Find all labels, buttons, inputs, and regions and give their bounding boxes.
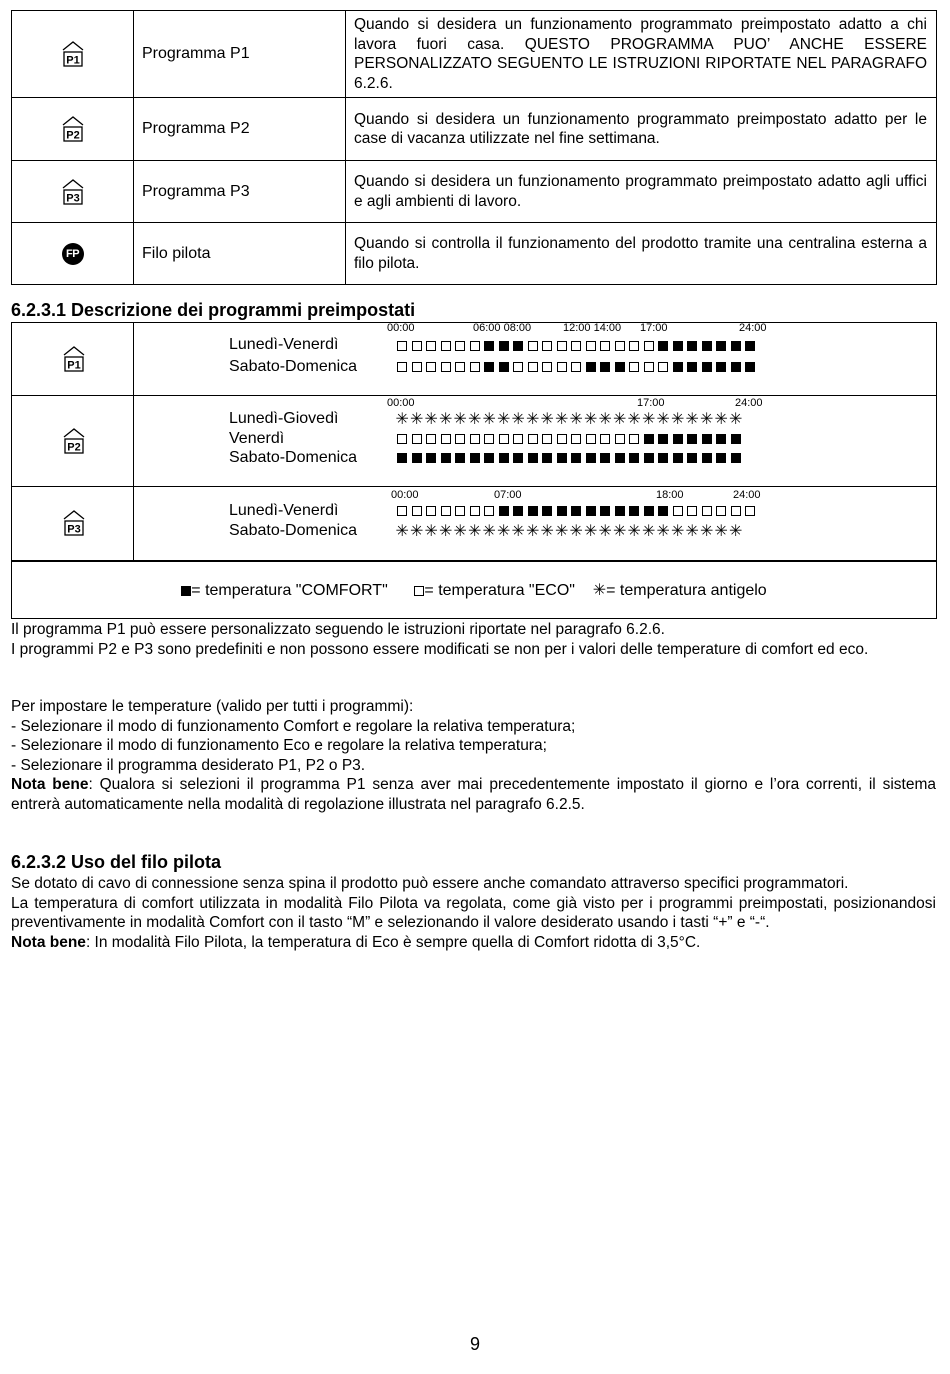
comfort-cell (671, 359, 686, 375)
comfort-cell (656, 338, 671, 354)
antifreeze-cell: ✳ (526, 409, 540, 428)
antifreeze-cell: ✳ (439, 409, 453, 428)
eco-cell (424, 503, 439, 519)
antifreeze-cell: ✳ (453, 521, 467, 540)
comfort-cell (714, 450, 729, 466)
fp-badge-icon: FP (62, 243, 84, 265)
antifreeze-cell: ✳ (453, 409, 467, 428)
p3-row-0-cells (395, 503, 758, 519)
comfort-cell (598, 503, 613, 519)
comfort-cell (685, 450, 700, 466)
comfort-cell (584, 359, 599, 375)
comfort-cell (555, 503, 570, 519)
eco-cell (468, 359, 483, 375)
antifreeze-cell: ✳ (497, 409, 511, 428)
comfort-cell (453, 450, 468, 466)
legend-comfort: = temperatura "COMFORT" (191, 582, 388, 599)
eco-cell (424, 359, 439, 375)
time-label: 00:00 (387, 397, 415, 409)
eco-cell (468, 338, 483, 354)
program-row-fp (12, 223, 937, 285)
antifreeze-cell: ✳ (511, 521, 525, 540)
comfort-cell (714, 431, 729, 447)
comfort-cell (569, 503, 584, 519)
eco-cell (714, 503, 729, 519)
note (11, 933, 936, 953)
comfort-cell (540, 450, 555, 466)
day-label: Sabato-Domenica (229, 522, 358, 539)
antifreeze-cell: ✳ (700, 409, 714, 428)
house-p2-icon (63, 427, 85, 455)
program-name: Programma P2 (134, 98, 346, 161)
house-p2-icon (62, 115, 84, 143)
section-heading-6-2-3-1: 6.2.3.1 Descrizione dei programmi preimpostati (11, 300, 416, 320)
comfort-cell (685, 431, 700, 447)
eco-cell (642, 359, 657, 375)
eco-cell (410, 431, 425, 447)
house-p2-label: P2 (65, 129, 80, 142)
antifreeze-cell: ✳ (482, 409, 496, 428)
eco-cell (540, 431, 555, 447)
eco-cell (511, 359, 526, 375)
antifreeze-cell: ✳ (627, 521, 641, 540)
antifreeze-cell: ✳ (497, 521, 511, 540)
antifreeze-cell: ✳ (613, 409, 627, 428)
antifreeze-cell: ✳ (700, 521, 714, 540)
eco-cell (569, 431, 584, 447)
program-row-p3 (12, 161, 937, 223)
antifreeze-cell: ✳ (685, 409, 699, 428)
eco-cell (656, 359, 671, 375)
comfort-cell (395, 450, 410, 466)
antifreeze-star-icon: ✳ (592, 580, 607, 599)
eco-cell (613, 431, 628, 447)
comfort-cell (642, 431, 657, 447)
comfort-cell (555, 450, 570, 466)
eco-cell (468, 431, 483, 447)
eco-cell (540, 359, 555, 375)
house-p1-label: P1 (65, 54, 80, 67)
antifreeze-cell: ✳ (627, 409, 641, 428)
text-block-2 (11, 697, 936, 814)
antifreeze-cell: ✳ (656, 521, 670, 540)
antifreeze-cell: ✳ (642, 409, 656, 428)
eco-cell (598, 338, 613, 354)
antifreeze-cell: ✳ (642, 521, 656, 540)
eco-cell (511, 431, 526, 447)
time-label: 12:00 14:00 (563, 322, 622, 334)
text-block-3 (11, 874, 936, 952)
eco-cell (453, 503, 468, 519)
eco-cell (627, 431, 642, 447)
eco-cell (410, 359, 425, 375)
comfort-cell (424, 450, 439, 466)
comfort-cell (671, 450, 686, 466)
time-label: 00:00 (391, 489, 419, 501)
paragraph: I programmi P2 e P3 sono predefiniti e non possono essere modificati se non per i valori delle temperature di comfort ed eco. (11, 640, 869, 658)
house-p3-icon (62, 178, 84, 206)
note (11, 775, 936, 814)
p1-row-0-cells (395, 338, 758, 354)
comfort-cell (714, 338, 729, 354)
antifreeze-cell: ✳ (468, 521, 482, 540)
comfort-cell (511, 503, 526, 519)
day-label: Lunedì-Venerdì (229, 336, 339, 353)
antifreeze-cell: ✳ (671, 409, 685, 428)
house-p2-label: P2 (67, 441, 81, 454)
program-description: Quando si desidera un funzionamento programmato preimpostato adatto per le case di vacanza utilizzate nel fine settimana. (346, 98, 937, 161)
comfort-cell (613, 359, 628, 375)
eco-cell (584, 431, 599, 447)
comfort-cell (613, 503, 628, 519)
note-text: : In modalità Filo Pilota, la temperatura di Eco è sempre quella di Comfort ridotta di 3,5°C. (85, 933, 701, 951)
time-label: 00:00 (387, 322, 415, 334)
comfort-cell (511, 338, 526, 354)
eco-cell (584, 338, 599, 354)
program-name: Programma P3 (134, 161, 346, 223)
antifreeze-cell: ✳ (439, 521, 453, 540)
p3-row-1-cells (395, 523, 743, 539)
eco-cell (526, 431, 541, 447)
house-p1-icon (62, 40, 84, 68)
program-name: Filo pilota (134, 223, 346, 285)
program-name: Programma P1 (134, 11, 346, 98)
comfort-cell (410, 450, 425, 466)
eco-cell (569, 359, 584, 375)
antifreeze-cell: ✳ (685, 521, 699, 540)
eco-cell (395, 503, 410, 519)
time-label: 24:00 (735, 397, 763, 409)
antifreeze-cell: ✳ (410, 521, 424, 540)
comfort-cell (497, 503, 512, 519)
schedule-legend (11, 561, 937, 619)
time-label: 17:00 (637, 397, 665, 409)
list-item: - Selezionare il programma desiderato P1, P2 o P3. (11, 756, 366, 774)
program-row-p2 (12, 98, 937, 161)
paragraph: Se dotato di cavo di connessione senza spina il prodotto può essere anche comandato attraverso specifici programmatori. (11, 875, 849, 892)
comfort-cell (598, 359, 613, 375)
eco-cell (482, 431, 497, 447)
antifreeze-cell: ✳ (526, 521, 540, 540)
comfort-square-icon (181, 586, 191, 596)
program-modes-table (11, 10, 937, 285)
comfort-cell (671, 338, 686, 354)
eco-cell (439, 359, 454, 375)
comfort-cell (497, 359, 512, 375)
antifreeze-cell: ✳ (729, 409, 743, 428)
comfort-cell (700, 338, 715, 354)
comfort-cell (743, 359, 758, 375)
comfort-cell (526, 450, 541, 466)
p2-row-0-cells (395, 411, 743, 427)
antifreeze-cell: ✳ (584, 409, 598, 428)
comfort-cell (729, 338, 744, 354)
comfort-cell (714, 359, 729, 375)
eco-cell (555, 338, 570, 354)
comfort-cell (526, 503, 541, 519)
comfort-cell (569, 450, 584, 466)
antifreeze-cell: ✳ (569, 521, 583, 540)
antifreeze-cell: ✳ (395, 521, 409, 540)
eco-cell (482, 503, 497, 519)
antifreeze-cell: ✳ (598, 521, 612, 540)
antifreeze-cell: ✳ (569, 409, 583, 428)
eco-cell (395, 431, 410, 447)
section-heading-6-2-3-2: 6.2.3.2 Uso del filo pilota (11, 852, 222, 872)
time-label: 24:00 (739, 322, 767, 334)
eco-cell (729, 503, 744, 519)
eco-cell (395, 338, 410, 354)
program-description: Quando si controlla il funzionamento del prodotto tramite una centralina esterna a filo pilota. (346, 223, 937, 285)
antifreeze-cell: ✳ (424, 409, 438, 428)
time-label: 18:00 (656, 489, 684, 501)
comfort-cell (700, 450, 715, 466)
day-label: Venerdì (229, 430, 285, 447)
time-label: 17:00 (640, 322, 668, 334)
eco-cell (526, 359, 541, 375)
program-description: Quando si desidera un funzionamento programmato preimpostato adatto a chi lavora fuori casa. QUESTO PROGRAMMA PUO’ ANCHE ESSERE PERSONALIZZATO SEGUENTO LE ISTRUZIONI RIPORTATE NEL PARAGRAFO 6.2.6. (346, 11, 937, 98)
paragraph: Il programma P1 può essere personalizzato seguendo le istruzioni riportate nel paragrafo 6.2.6. (11, 621, 665, 638)
comfort-cell (685, 338, 700, 354)
antifreeze-cell: ✳ (511, 409, 525, 428)
comfort-cell (671, 431, 686, 447)
comfort-cell (743, 338, 758, 354)
day-label: Sabato-Domenica (229, 358, 358, 375)
time-label: 06:00 08:00 (473, 322, 532, 334)
note-text: : Qualora si selezioni il programma P1 senza aver mai precedentemente impostato il giorno e l’ora correnti, il sistema entrerà automaticamente nella modalità di regolazione illustrata nel paragrafo 6.2.5. (11, 776, 936, 813)
eco-cell (424, 431, 439, 447)
eco-square-icon (414, 586, 424, 596)
house-p3-label: P3 (65, 192, 80, 204)
p2-row-1-cells (395, 431, 743, 447)
time-label: 07:00 (494, 489, 522, 501)
comfort-cell (439, 450, 454, 466)
schedule-row-divider (12, 486, 936, 487)
time-label: 24:00 (733, 489, 761, 501)
eco-cell (439, 338, 454, 354)
house-p3-icon (63, 509, 85, 537)
eco-cell (453, 431, 468, 447)
antifreeze-cell: ✳ (468, 409, 482, 428)
note-label: Nota bene (11, 933, 86, 951)
eco-cell (468, 503, 483, 519)
comfort-cell (729, 431, 744, 447)
eco-cell (526, 338, 541, 354)
eco-cell (453, 359, 468, 375)
eco-cell (569, 338, 584, 354)
program-row-p1 (12, 11, 937, 98)
comfort-cell (497, 338, 512, 354)
antifreeze-cell: ✳ (555, 409, 569, 428)
eco-cell (439, 431, 454, 447)
antifreeze-cell: ✳ (584, 521, 598, 540)
list-item: - Selezionare il modo di funzionamento Eco e regolare la relativa temperatura; (11, 737, 547, 754)
comfort-cell (468, 450, 483, 466)
comfort-cell (598, 450, 613, 466)
eco-cell (424, 338, 439, 354)
eco-cell (540, 338, 555, 354)
comfort-cell (584, 450, 599, 466)
eco-cell (642, 338, 657, 354)
p1-row-1-cells (395, 359, 758, 375)
comfort-cell (729, 450, 744, 466)
antifreeze-cell: ✳ (540, 521, 554, 540)
program-description: Quando si desidera un funzionamento programmato preimpostato adatto agli uffici e agli ambienti di lavoro. (346, 161, 937, 223)
comfort-cell (729, 359, 744, 375)
comfort-cell (482, 450, 497, 466)
paragraph: Per impostare le temperature (valido per tutti i programmi): (11, 698, 414, 715)
p2-row-2-cells (395, 450, 743, 466)
eco-cell (598, 431, 613, 447)
antifreeze-cell: ✳ (482, 521, 496, 540)
antifreeze-cell: ✳ (555, 521, 569, 540)
day-label: Lunedì-Giovedì (229, 410, 339, 427)
eco-cell (555, 431, 570, 447)
comfort-cell (627, 503, 642, 519)
house-p1-label: P1 (67, 359, 81, 372)
antifreeze-cell: ✳ (714, 521, 728, 540)
antifreeze-cell: ✳ (424, 521, 438, 540)
comfort-cell (482, 359, 497, 375)
comfort-cell (656, 503, 671, 519)
eco-cell (410, 503, 425, 519)
eco-cell (627, 338, 642, 354)
eco-cell (439, 503, 454, 519)
page-number: 9 (469, 1334, 480, 1354)
list-item: - Selezionare il modo di funzionamento Comfort e regolare la relativa temperatura; (11, 717, 576, 735)
paragraph: La temperatura di comfort utilizzata in modalità Filo Pilota va regolata, come già visto per i programmi preimpostati, posizionandosi preventivamente in modalità Comfort con il tasto “M” e selezionando il valore desiderato usando i tasti “+” e “-“. (11, 894, 936, 931)
antifreeze-cell: ✳ (714, 409, 728, 428)
eco-cell (410, 338, 425, 354)
legend-antifreeze: = temperatura antigelo (606, 582, 767, 599)
antifreeze-cell: ✳ (598, 409, 612, 428)
antifreeze-cell: ✳ (656, 409, 670, 428)
comfort-cell (540, 503, 555, 519)
eco-cell (395, 359, 410, 375)
house-p1-icon (63, 345, 85, 373)
schedule-table (11, 322, 937, 561)
comfort-cell (613, 450, 628, 466)
comfort-cell (700, 359, 715, 375)
comfort-cell (685, 359, 700, 375)
eco-cell (613, 338, 628, 354)
comfort-cell (497, 450, 512, 466)
text-block-1 (11, 620, 936, 659)
eco-cell (497, 431, 512, 447)
legend-eco: = temperatura "ECO" (424, 582, 575, 599)
comfort-cell (511, 450, 526, 466)
antifreeze-cell: ✳ (410, 409, 424, 428)
house-p3-label: P3 (67, 523, 81, 536)
schedule-row-divider (12, 395, 936, 396)
comfort-cell (656, 431, 671, 447)
comfort-cell (642, 503, 657, 519)
eco-cell (555, 359, 570, 375)
comfort-cell (700, 431, 715, 447)
day-label: Lunedì-Venerdì (229, 502, 339, 519)
antifreeze-cell: ✳ (671, 521, 685, 540)
eco-cell (685, 503, 700, 519)
day-label: Sabato-Domenica (229, 449, 358, 466)
comfort-cell (482, 338, 497, 354)
antifreeze-cell: ✳ (540, 409, 554, 428)
antifreeze-cell: ✳ (729, 521, 743, 540)
note-label: Nota bene (11, 776, 89, 793)
schedule-divider (133, 323, 134, 560)
eco-cell (627, 359, 642, 375)
eco-cell (453, 338, 468, 354)
comfort-cell (656, 450, 671, 466)
comfort-cell (584, 503, 599, 519)
comfort-cell (642, 450, 657, 466)
eco-cell (700, 503, 715, 519)
antifreeze-cell: ✳ (395, 409, 409, 428)
comfort-cell (627, 450, 642, 466)
eco-cell (743, 503, 758, 519)
antifreeze-cell: ✳ (613, 521, 627, 540)
eco-cell (671, 503, 686, 519)
